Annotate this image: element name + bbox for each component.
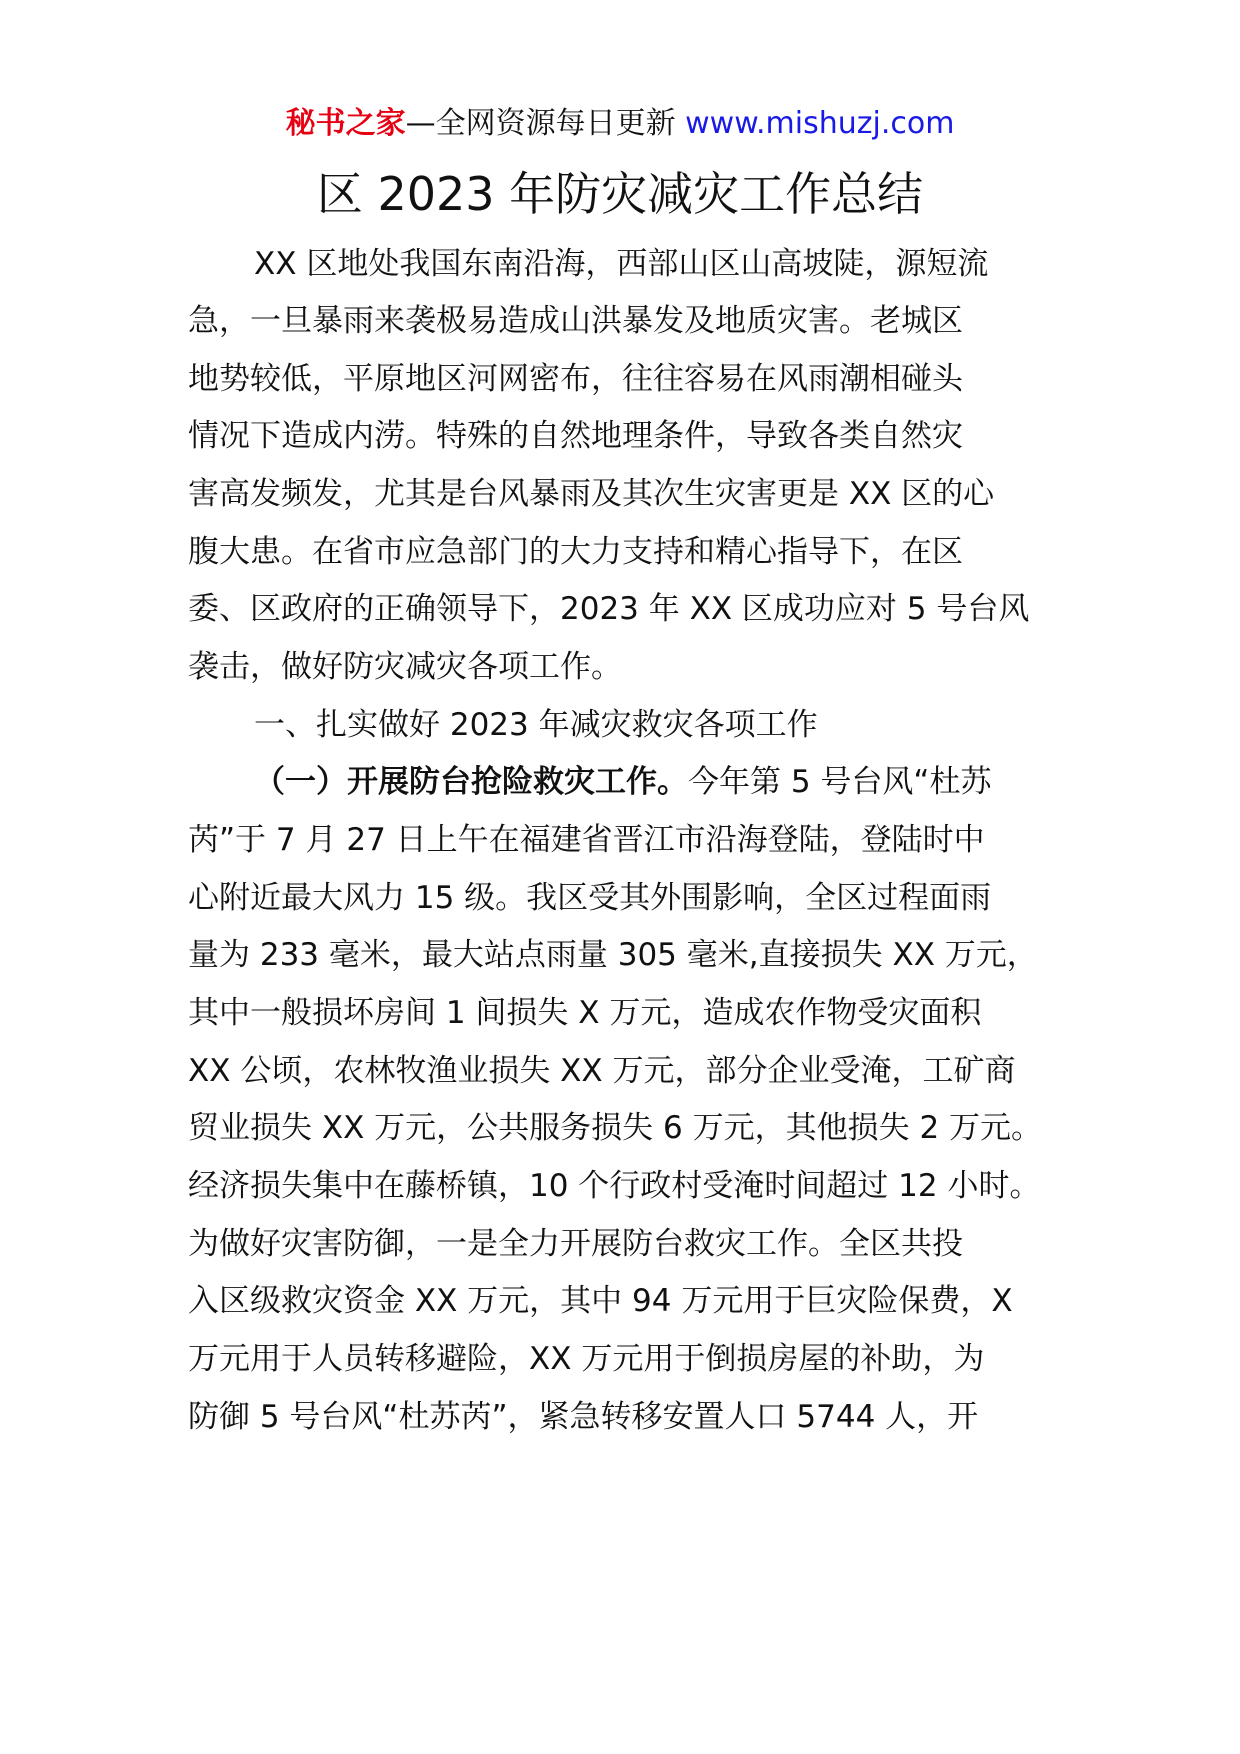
body-line: XX 区地处我国东南沿海，西部山区山高坡陡，源短流: [254, 246, 989, 282]
body-line: 量为 233 毫米，最大站点雨量 305 毫米,直接损失 XX 万元，: [188, 937, 1038, 973]
body-line: 贸业损失 XX 万元，公共服务损失 6 万元，其他损失 2 万元。: [188, 1110, 1043, 1146]
body-line: 急，一旦暴雨来袭极易造成山洪暴发及地质灾害。老城区: [188, 303, 963, 339]
body-line: 经济损失集中在藤桥镇，10 个行政村受淹时间超过 12 小时。: [188, 1168, 1041, 1204]
site-banner: [0, 102, 1240, 146]
banner-slogan: —全网资源每日更新: [405, 106, 676, 141]
body-line: 心附近最大风力 15 级。我区受其外围影响，全区过程面雨: [188, 880, 992, 916]
subsection-heading: （一）开展防台抢险救灾工作。: [254, 764, 688, 800]
body-line: 委、区政府的正确领导下，2023 年 XX 区成功应对 5 号台风: [188, 591, 1030, 627]
subsection-text: 今年第 5 号台风“杜苏: [688, 764, 992, 800]
brand-name: 秘书之家: [285, 106, 406, 141]
section-heading: 一、扎实做好 2023 年减灾救灾各项工作: [254, 707, 818, 743]
body-line: 情况下造成内涝。特殊的自然地理条件，导致各类自然灾: [188, 418, 963, 454]
body-line: 入区级救灾资金 XX 万元，其中 94 万元用于巨灾险保费，X: [188, 1283, 1013, 1319]
body-line: 其中一般损坏房间 1 间损失 X 万元，造成农作物受灾面积: [188, 995, 982, 1031]
body-line: 为做好灾害防御，一是全力开展防台救灾工作。全区共投: [188, 1226, 963, 1262]
subsection-line: [254, 750, 992, 815]
body-line: 腹大患。在省市应急部门的大力支持和精心指导下，在区: [188, 534, 963, 570]
body-line: 袭击，做好防灾减灾各项工作。: [188, 649, 622, 685]
body-line: 防御 5 号台风“杜苏芮”，紧急转移安置人口 5744 人，开: [188, 1399, 979, 1435]
body-line: XX 公顷，农林牧渔业损失 XX 万元，部分企业受淹，工矿商: [188, 1053, 1016, 1089]
body-line: 地势较低，平原地区河网密布，往往容易在风雨潮相碰头: [188, 361, 963, 397]
document-title: 区 2023 年防灾减灾工作总结: [316, 167, 924, 221]
body-line: 害高发频发，尤其是台风暴雨及其次生灾害更是 XX 区的心: [188, 476, 995, 512]
body-line: 芮”于 7 月 27 日上午在福建省晋江市沿海登陆，登陆时中: [188, 822, 985, 858]
site-url-link[interactable]: www.mishuzj.com: [685, 106, 955, 141]
body-line: 万元用于人员转移避险，XX 万元用于倒损房屋的补助，为: [188, 1341, 985, 1377]
